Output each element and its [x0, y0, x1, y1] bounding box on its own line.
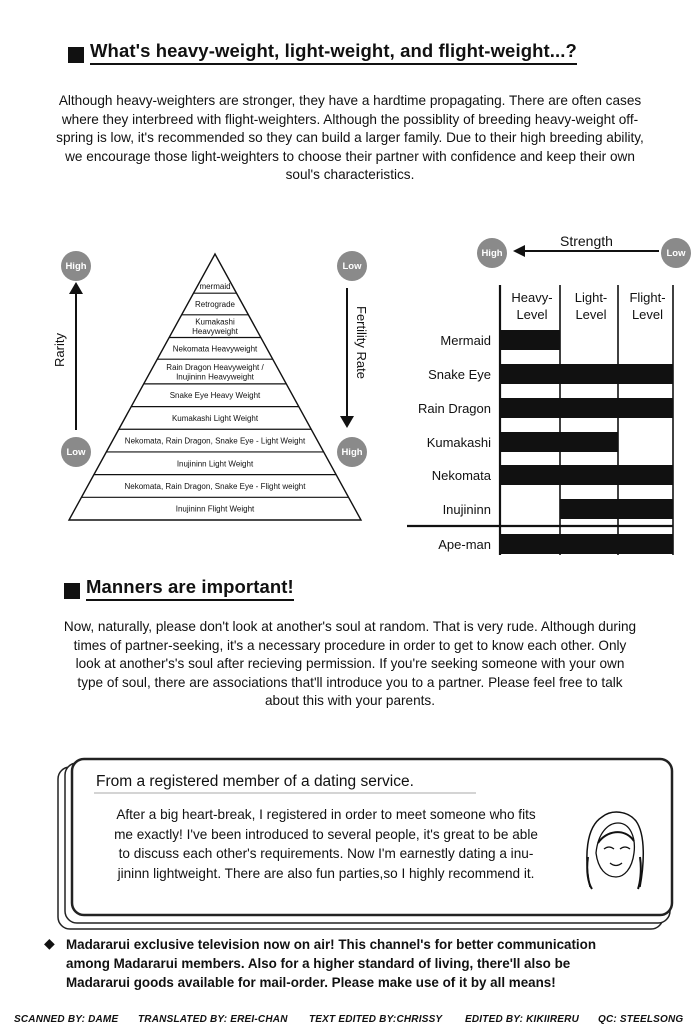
rarity-high-badge: High	[61, 251, 91, 281]
credit-text-editor: TEXT EDITED BY:CHRISSY	[309, 1014, 443, 1025]
paragraph-line: soul's characteristics.	[285, 167, 415, 182]
testimonial-line: to discuss each other's requirements. Now I'm earnestly dating a inu-	[118, 846, 534, 861]
announcement-line: Madararui goods available for mail-order. Please make use of it by all means!	[66, 975, 556, 990]
strength-bar-segment	[560, 432, 618, 452]
paragraph-line: we encourage those light-weighters to choose their partner with confidence and keep their own	[65, 148, 635, 164]
pyramid-tier-label: Heavyweight	[192, 326, 238, 336]
section-heading-text: Manners are important!	[86, 576, 294, 601]
paragraph-line: look at another's's soul after recieving permission. If you're seeking someone with your own	[75, 656, 625, 671]
testimonial-box	[56, 757, 676, 933]
fertility-high-badge: High	[337, 437, 367, 467]
strength-bar-segment	[618, 534, 673, 554]
testimonial-line: After a big heart-break, I registered in order to meet someone who fits	[116, 807, 536, 822]
pyramid-tier-label: mermaid	[199, 282, 231, 292]
strength-bar-segment	[560, 398, 618, 418]
pyramid-diagram	[50, 248, 405, 528]
pyramid-tier-label: Rain Dragon Heavyweight /	[166, 362, 264, 372]
paragraph-line: about this with your parents.	[264, 693, 435, 708]
weights-paragraph	[0, 92, 700, 185]
strength-bar-segment	[500, 432, 560, 452]
strength-grid	[405, 230, 695, 560]
pyramid-tier-label: Snake Eye Heavy Weight	[169, 391, 261, 401]
strength-row-label: Mermaid	[440, 333, 491, 348]
strength-high-badge: High	[477, 238, 507, 268]
strength-row-label: Kumakashi	[426, 435, 491, 450]
heading-square-icon	[64, 583, 80, 599]
fertility-low-badge: Low	[337, 251, 367, 281]
strength-chart	[405, 230, 695, 560]
testimonial-line: jininn lightweight. There are also fun parties,so I highly recommend it.	[117, 865, 535, 881]
strength-low-badge: Low	[661, 238, 691, 268]
credit-editor: EDITED BY: KIKIIRERU	[465, 1014, 580, 1025]
strength-bar-segment	[560, 364, 618, 384]
section-heading-text: What's heavy-weight, light-weight, and flight-weight...?	[90, 40, 577, 65]
manners-paragraph	[0, 618, 700, 711]
credit-translator: TRANSLATED BY: EREI-CHAN	[138, 1014, 288, 1025]
strength-bar-segment	[500, 364, 560, 384]
section-heading-weights	[68, 40, 577, 65]
paragraph-line: times of partner-seeking, it's a necessary procedure in order to get to know each other. Only	[73, 637, 627, 653]
strength-bar-segment	[560, 465, 618, 485]
heading-square-icon	[68, 47, 84, 63]
strength-column-header: Light-	[574, 290, 608, 305]
paragraph-line: spring is low, it's recommended so they can build a larger family. Due to their high breeding ability,	[56, 130, 644, 145]
pyramid-tier-label: Kumakashi	[195, 317, 235, 327]
announcement-text	[66, 935, 596, 992]
pyramid-tier-label: Nekomata, Rain Dragon, Snake Eye - Flight weight	[124, 481, 306, 491]
diamond-bullet-icon: ◆	[44, 935, 55, 951]
strength-row-label: Rain Dragon	[418, 401, 491, 416]
pyramid-tier-label: Inujininn Flight Weight	[175, 504, 255, 514]
pyramid-tier-label: Kumakashi Light Weight	[171, 413, 259, 423]
testimonial-line: me exactly! I've been introduced to several people, it's great to be able	[114, 826, 538, 842]
strength-column-header: Flight-	[629, 290, 666, 305]
announcement-line: among Madararui members. Also for a higher standard of living, there'll also be	[66, 956, 571, 971]
strength-row-label: Inujininn	[442, 502, 491, 517]
paragraph-line: Although heavy-weighters are stronger, they have a hardtime propagating. There are often cases	[58, 93, 642, 108]
strength-bar-segment	[560, 499, 618, 519]
credit-qc: QC: STEELSONG	[598, 1014, 684, 1025]
strength-column-header: Level	[516, 307, 548, 322]
strength-bar-segment	[560, 534, 618, 554]
rarity-low-badge: Low	[61, 437, 91, 467]
strength-bar-segment	[500, 465, 560, 485]
fertility-axis-label: Fertility Rate	[354, 306, 369, 379]
strength-row-label: Snake Eye	[428, 367, 491, 382]
paragraph-line: where they interbreed with flight-weighters. Although the possiblity of breeding heavy-weight off-	[61, 111, 639, 127]
pyramid-tier-label: Retrograde	[194, 300, 236, 310]
pyramid-tier-label: Nekomata, Rain Dragon, Snake Eye - Light Weight	[124, 436, 306, 446]
pyramid-tier-label: Inujininn Heavyweight	[176, 372, 254, 382]
strength-column-header: Level	[631, 307, 664, 322]
announcement-line: Madararui exclusive television now on air! This channel's for better communication	[66, 937, 597, 952]
strength-column-header: Level	[575, 307, 607, 322]
pyramid-outline	[69, 254, 361, 520]
strength-bar-segment	[618, 465, 673, 485]
strength-column-header: Heavy-	[511, 290, 553, 305]
strength-bar-segment	[618, 499, 673, 519]
paragraph-line: Now, naturally, please don't look at another's soul at random. That is very rude. Although during	[63, 619, 637, 634]
credit-scanner: SCANNED BY: DAME	[14, 1014, 119, 1025]
pyramid-tier-label: Inujininn Light Weight	[176, 459, 254, 469]
testimonial-title: From a registered member of a dating service.	[96, 773, 414, 790]
strength-title: Strength	[560, 233, 613, 249]
paragraph-line: type of soul, there are associations that'll introduce you to a partner. Please feel free to talk	[77, 674, 623, 690]
strength-bar-segment	[618, 364, 673, 384]
rarity-axis-label: Rarity	[52, 333, 67, 367]
strength-bar-segment	[500, 330, 560, 350]
testimonial-text	[86, 805, 566, 883]
strength-row-label: Ape-man	[438, 537, 491, 552]
strength-row-label: Nekomata	[431, 468, 491, 483]
strength-bar-segment	[618, 398, 673, 418]
strength-bar-segment	[500, 398, 560, 418]
member-portrait-illustration	[580, 807, 648, 891]
strength-bar-segment	[500, 534, 560, 554]
pyramid-tier-label: Nekomata Heavyweight	[172, 344, 258, 354]
pyramid-shape	[50, 248, 405, 528]
section-heading-manners	[64, 576, 294, 601]
